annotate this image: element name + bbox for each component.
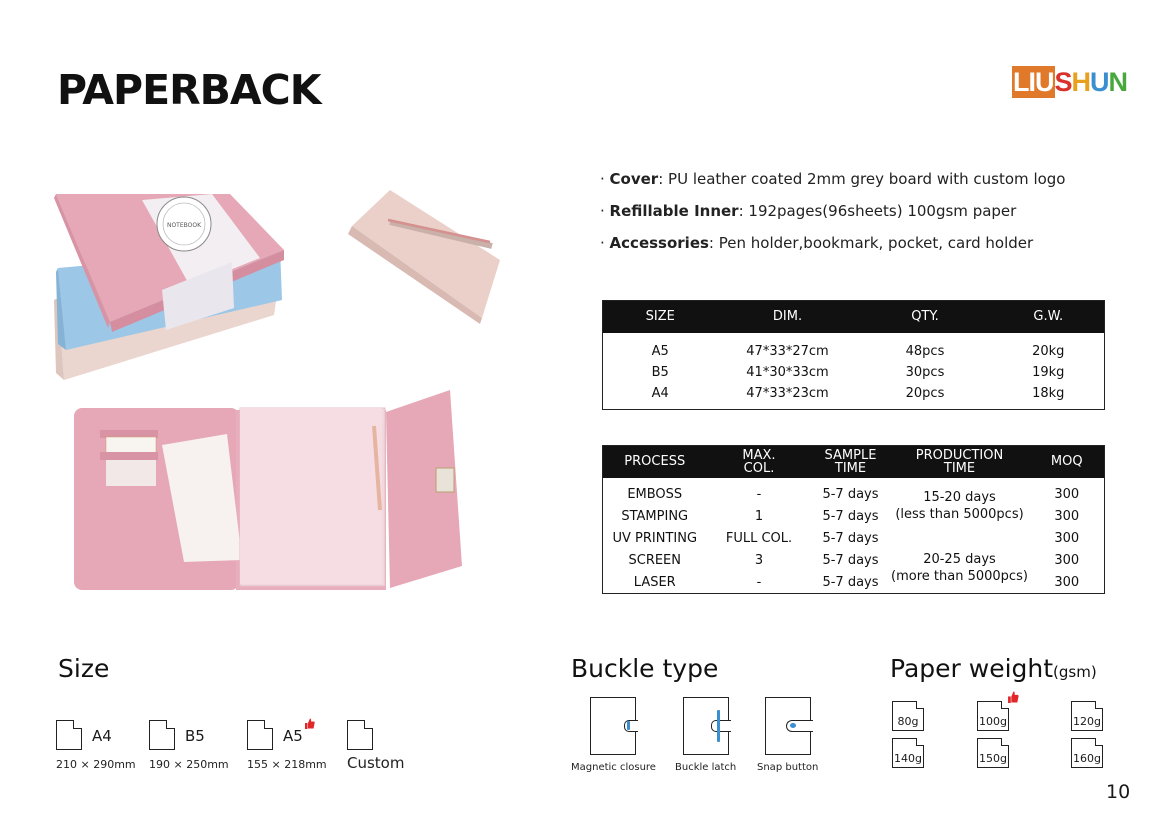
production-time-group [890,484,1030,528]
size-option-custom [347,720,405,772]
feature-cover: · Cover: PU leather coated 2mm grey board with custom logo [600,170,1066,188]
table-cell: 300 [1054,509,1080,524]
table-cell: SCREEN [628,553,681,568]
table-cell: 30pcs [905,364,945,380]
table-row [603,506,1105,528]
feature-text: : Pen holder,bookmark, pocket, card holder [708,234,1034,252]
table-header: MAX. COL. [707,446,812,478]
table-cell: 5-7 days [822,487,879,502]
paper-weight-120g [1071,701,1103,731]
size-label: Custom [347,754,405,772]
production-time: 20-25 days [923,552,996,567]
table-cell: UV PRINTING [612,531,698,546]
table-header: QTY. [858,301,993,333]
feature-refillable: · Refillable Inner: 192pages(96sheets) 100gsm paper [600,202,1017,220]
table-header: PRODUCTION TIME [890,446,1030,478]
logo-letter: H [1071,67,1091,97]
table-cell: EMBOSS [627,487,683,502]
size-section-title: Size [58,654,110,683]
table-row [603,550,1105,572]
size-option-a4 [56,720,136,771]
buckle-option-magnetic [571,697,656,773]
logo-letter: N [1108,67,1128,97]
cover-seal-text: NOTEBOOK [166,222,202,229]
paper-weight-unit: (gsm) [1053,663,1097,681]
buckle-option-snap [757,697,818,773]
size-dimensions: 190 × 250mm [149,758,229,771]
production-condition: (less than 5000pcs) [895,506,1024,522]
logo-letter: U [1090,67,1109,97]
table-header: MOQ [1030,446,1105,478]
table-cell: 5-7 days [822,553,879,568]
table-cell: 41*30*33cm [746,364,829,380]
feature-accessories: · Accessories: Pen holder,bookmark, pocket, card holder [600,234,1034,252]
size-option-a5 [247,720,327,771]
feature-text: : PU leather coated 2mm grey board with custom logo [658,170,1066,188]
production-condition: (more than 5000pcs) [891,569,1028,584]
table-header: SAMPLE TIME [812,446,890,478]
table-cell: - [756,487,762,502]
table-cell: 300 [1054,553,1080,568]
table-cell: 18kg [1032,385,1065,401]
table-row [603,383,1105,404]
table-cell: 5-7 days [822,574,879,590]
page-title: PAPERBACK [57,66,321,114]
table-cell: A5 [651,343,669,359]
paper-weight-value: 120g [1073,715,1101,728]
buckle-latch-icon [683,697,729,755]
process-table [602,445,1105,594]
table-cell: 1 [754,509,764,524]
buckle-option-latch [675,697,736,773]
table-cell: STAMPING [621,509,689,524]
thumbs-up-icon [305,718,315,729]
sheet-icon [56,720,82,750]
table-cell: LASER [633,574,676,590]
size-label: B5 [185,727,205,745]
production-time-group [890,528,1030,594]
size-label: A5 [283,727,303,745]
table-cell: 47*33*27cm [746,343,829,359]
size-label: A4 [92,727,112,745]
paper-weight-100g [977,701,1009,731]
thumbs-up-icon [1008,691,1019,703]
paper-weight-80g [892,701,924,731]
table-cell: 300 [1054,487,1080,502]
table-cell: 3 [754,553,764,568]
table-cell: 20pcs [905,385,945,401]
paper-weight-150g [977,738,1009,768]
table-row [603,484,1105,506]
feature-label: Cover [609,170,659,188]
brand-logo [1012,60,1128,98]
table-cell: 300 [1054,574,1080,590]
magnetic-closure-icon [590,697,636,755]
logo-part-1: LIU [1013,67,1054,97]
packing-table [602,300,1105,410]
table-cell: 19kg [1032,364,1065,380]
logo-letter: S [1054,67,1072,97]
feature-label: Accessories [609,234,709,252]
page-number: 10 [1106,781,1131,803]
sheet-icon [149,720,175,750]
buckle-label: Snap button [757,762,819,773]
paper-weight-value: 140g [894,752,922,765]
table-row [603,341,1105,362]
paper-weight-value: 150g [979,752,1007,765]
table-cell: A4 [651,385,669,401]
product-photo [52,190,522,600]
buckle-label: Buckle latch [675,762,737,773]
paper-weight-title [890,654,1097,683]
paper-weight-value: 80g [897,715,919,728]
table-row [603,572,1105,594]
size-option-b5 [149,720,229,771]
table-cell: FULL COL. [725,531,793,546]
paper-weight-label: Paper weight [890,654,1054,683]
sheet-icon [347,720,373,750]
table-row [603,362,1105,383]
snap-button-icon [765,697,811,755]
table-cell: 20kg [1032,343,1065,359]
table-row [603,528,1105,550]
table-cell: - [756,574,762,590]
size-dimensions: 155 × 218mm [247,758,327,771]
table-header: G.W. [993,301,1105,333]
table-cell: 5-7 days [822,509,879,524]
paper-weight-140g [892,738,924,768]
table-cell: B5 [651,364,669,380]
paper-weight-value: 160g [1073,752,1101,765]
paper-weight-160g [1071,738,1103,768]
table-cell: 5-7 days [822,531,879,546]
table-header: SIZE [603,301,718,333]
table-cell: 300 [1054,531,1080,546]
sheet-icon [247,720,273,750]
table-cell: 48pcs [905,343,945,359]
size-dimensions: 210 × 290mm [56,758,136,771]
table-header: DIM. [718,301,858,333]
table-cell: 47*33*23cm [746,385,829,401]
paper-weight-value: 100g [979,715,1007,728]
table-header: PROCESS [603,446,707,478]
buckle-section-title: Buckle type [571,654,719,683]
production-time: 15-20 days [923,489,996,505]
feature-text: : 192pages(96sheets) 100gsm paper [738,202,1017,220]
buckle-label: Magnetic closure [571,762,656,773]
feature-label: Refillable Inner [609,202,739,220]
